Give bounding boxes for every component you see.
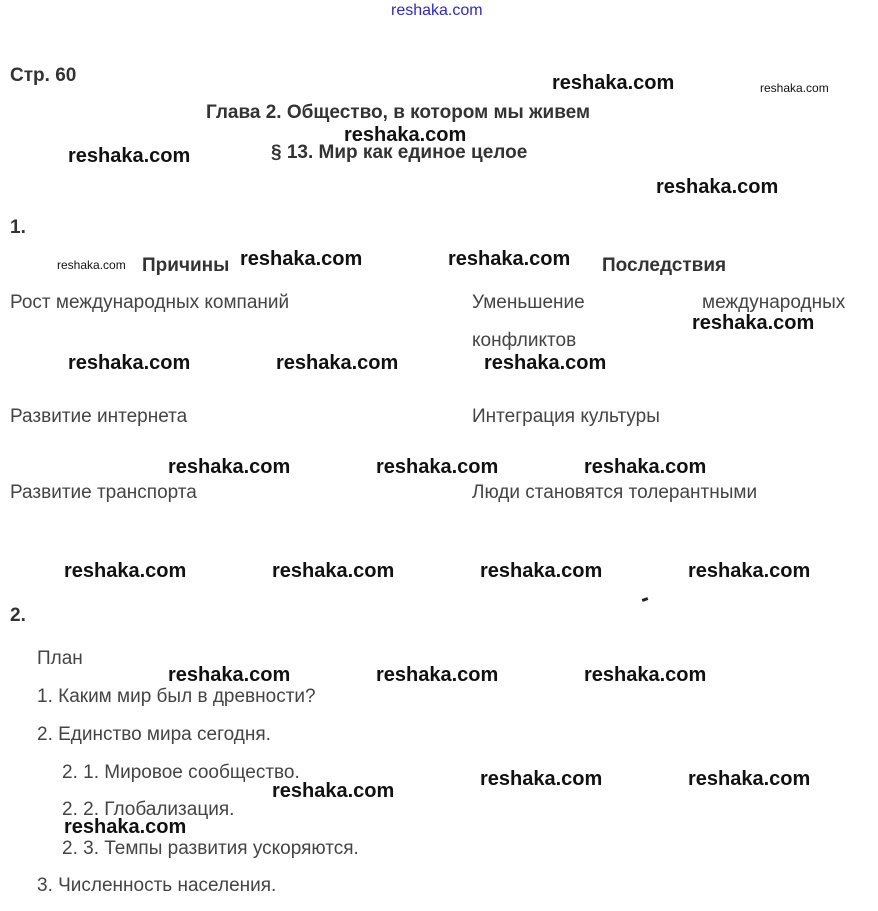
watermark: reshaka.com xyxy=(688,768,811,790)
watermark: reshaka.com xyxy=(376,456,499,478)
watermark: reshaka.com xyxy=(448,248,571,270)
cause-2: Развитие интернета xyxy=(10,406,188,427)
task2-number: 2. xyxy=(10,605,26,626)
page-label: Стр. 60 xyxy=(10,65,77,86)
watermark: reshaka.com xyxy=(480,768,603,790)
effects-header: Последствия xyxy=(602,255,727,276)
watermark: reshaka.com xyxy=(64,560,187,582)
task1-number: 1. xyxy=(10,217,26,238)
plan-item-1: 1. Каким мир был в древности? xyxy=(37,686,316,707)
watermark: reshaka.com xyxy=(692,312,815,334)
watermark: reshaka.com xyxy=(64,816,187,838)
plan-item-2: 2. Единство мира сегодня. xyxy=(37,724,271,745)
plan-item-2-1: 2. 1. Мировое сообщество. xyxy=(62,762,300,783)
plan-item-2-3: 2. 3. Темпы развития ускоряются. xyxy=(62,838,359,859)
plan-title: План xyxy=(37,648,83,669)
watermark: reshaka.com xyxy=(168,664,291,686)
watermark: reshaka.com xyxy=(168,456,291,478)
watermark: reshaka.com xyxy=(240,248,363,270)
watermark-small: reshaka.com xyxy=(57,258,126,272)
cause-3: Развитие транспорта xyxy=(10,482,197,503)
watermark: reshaka.com xyxy=(344,124,467,146)
watermark: reshaka.com xyxy=(688,560,811,582)
effect-3: Люди становятся толерантными xyxy=(472,482,758,503)
causes-header: Причины xyxy=(142,255,230,276)
watermark: reshaka.com xyxy=(68,145,191,167)
chapter-title: Глава 2. Общество, в котором мы живем xyxy=(206,102,591,123)
watermark: reshaka.com xyxy=(480,560,603,582)
top-watermark: reshaka.com xyxy=(391,2,483,19)
cause-1: Рост международных компаний xyxy=(10,292,290,313)
effect-1-line1b: международных xyxy=(702,292,846,313)
section-title: § 13. Мир как единое целое xyxy=(271,142,528,163)
watermark: reshaka.com xyxy=(272,560,395,582)
watermark: reshaka.com xyxy=(376,664,499,686)
watermark: reshaka.com xyxy=(584,456,707,478)
effect-1-line1: Уменьшение xyxy=(472,292,585,313)
plan-item-3: 3. Численность населения. xyxy=(37,875,277,896)
watermark-small: reshaka.com xyxy=(760,81,829,95)
effect-1-line2: конфликтов xyxy=(472,330,577,351)
watermark: reshaka.com xyxy=(552,72,675,94)
watermark: reshaka.com xyxy=(584,664,707,686)
watermark: reshaka.com xyxy=(276,352,399,374)
watermark: reshaka.com xyxy=(68,352,191,374)
stray-mark xyxy=(642,597,649,602)
watermark: reshaka.com xyxy=(484,352,607,374)
plan-item-2-2: 2. 2. Глобализация. xyxy=(62,799,235,820)
watermark: reshaka.com xyxy=(656,176,779,198)
watermark: reshaka.com xyxy=(272,780,395,802)
effect-2: Интеграция культуры xyxy=(472,406,660,427)
